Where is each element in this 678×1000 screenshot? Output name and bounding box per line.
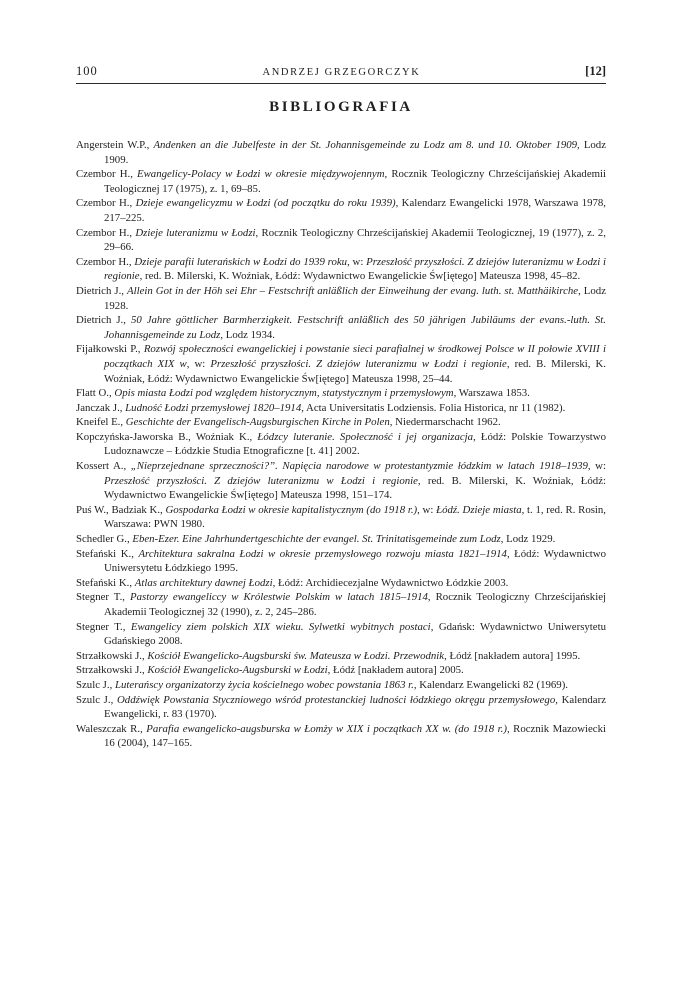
bibliography-entry: Czembor H., Ewangelicy-Polacy w Łodzi w okresie międzywojennym, Rocznik Teologiczny Chrześcijańskiej Akademii Teologicznej 17 (1975), z. 1, 69–85. [76, 168, 607, 195]
bibliography-entry: Schedler G., Eben-Ezer. Eine Jahrhundertgeschichte der evangel. St. Trinitatisgemeinde zum Lodz, Lodz 1929. [76, 533, 556, 546]
bibliography-entry: Kopczyńska-Jaworska B., Woźniak K., Łódzcy luteranie. Społeczność i jej organizacja, Łódź: Polskie Towarzystwo Ludoznawcze – Łódzkie Studia Etnograficzne [t. 41] 2002. [76, 430, 606, 458]
bibliography-entry: Fijałkowski P., Rozwój społeczności ewangelickiej i powstanie sieci parafialnej w środkowej Polsce w II połowie XVIII i początkach XIX w, w: Przeszłość przyszłości. Z dziejów luteranizmu w Łodzi i regionie, red. B. Milerski, K. Woźniak, Łódź: Wydawnictwo Ewangelickie Św[iętego] Mateusza 1998, 25–44. [76, 343, 606, 385]
bibliography-entry: Szulc J., Luterańscy organizatorzy życia kościelnego wobec powstania 1863 r., Kalendarz Ewangelicki 82 (1969). [76, 678, 568, 691]
bibliography-entry: Kneifel E., Geschichte der Evangelisch-Augsburgischen Kirche in Polen, Niedermarschacht 1962. [76, 416, 501, 429]
page-title: BIBLIOGRAFIA [269, 99, 413, 115]
page-header [76, 64, 606, 84]
bibliography-entry: Flatt O., Opis miasta Łodzi pod względem historycznym, statystycznym i przemysłowym, Warszawa 1853. [76, 387, 530, 400]
bibliography-entry: Kossert A., „Nieprzejednane sprzeczności?”. Napięcia narodowe w protestantyzmie łódzkim w latach 1918–1939, w: Przeszłość przyszłości. Z dziejów luteranizmu w Łodzi i regionie, red. B. Milerski, K. Woźniak, Łódź: Wydawnictwo Ewangelickie Św[iętego] Mateusza 1998, 151–174. [76, 460, 606, 502]
running-head: ANDRZEJ GRZEGORCZYK [262, 67, 421, 78]
bibliography-entry: Angerstein W.P., Andenken an die Jubelfeste in der St. Johannisgemeinde zu Lodz am 8. und 10. Oktober 1909, Lodz 1909. [76, 139, 607, 166]
bibliography-entry: Janczak J., Ludność Łodzi przemysłowej 1820–1914, Acta Universitatis Lodziensis. Folia Historica, nr 11 (1982). [76, 401, 566, 414]
bibliography-entry: Stegner T., Pastorzy ewangeliccy w Królestwie Polskim w latach 1815–1914, Rocznik Teologiczny Chrześcijańskiej Akademii Teologicznej 32 (1990), z. 2, 245–286. [76, 591, 606, 618]
bibliography-entry: Strzałkowski J., Kościół Ewangelicko-Augsburski w Łodzi, Łódź [nakładem autora] 2005. [76, 664, 464, 677]
bibliography-entry: Czembor H., Dzieje parafii luterańskich w Łodzi do 1939 roku, w: Przeszłość przyszłości. Z dziejów luteranizmu w Łodzi i regionie, red. B. Milerski, K. Woźniak, Łódź: Wydawnictwo Ewangelickie Św[iętego] Mateusza 1998, 45–82. [76, 255, 606, 283]
bibliography-entry: Stefański K., Atlas architektury dawnej Łodzi, Łódź: Archidiecezjalne Wydawnictwo Łódzkie 2003. [76, 576, 509, 589]
bibliography-list [76, 138, 606, 751]
page-content [76, 64, 606, 751]
bibliography-entry: Czembor H., Dzieje luteranizmu w Łodzi, Rocznik Teologiczny Chrześcijańskiej Akademii Teologicznej, 19 (1977), z. 2, 29–66. [76, 226, 606, 254]
bibliography-entry: Dietrich J., 50 Jahre göttlicher Barmherzigkeit. Festschrift anläßlich des 50 jährigen Jubiläums der evans.-luth. St. Johannisgemeinde zu Lodz, Lodz 1934. [76, 314, 607, 341]
bibliography-entry: Strzałkowski J., Kościół Ewangelicko-Augsburski św. Mateusza w Łodzi. Przewodnik, Łódź [nakładem autora] 1995. [76, 649, 581, 662]
bibliography-entry: Stegner T., Ewangelicy ziem polskich XIX wieku. Sylwetki wybitnych postaci, Gdańsk: Wydawnictwo Uniwersytetu Gdańskiego 2008. [76, 620, 606, 648]
bibliography-entry: Dietrich J., Allein Got in der Höh sei Ehr – Festschrift anläßlich der Einweihung der evang. luth. st. Matthäikirche, Lodz 1928. [76, 284, 606, 312]
bibliography-entry: Waleszczak R., Parafia ewangelicko-augsburska w Łomży w XIX i początkach XX w. (do 1918 r.), Rocznik Mazowiecki 16 (2004), 147–165. [76, 722, 606, 750]
bibliography-entry: Puś W., Badziak K., Gospodarka Łodzi w okresie kapitalistycznym (do 1918 r.), w: Łódź. Dzieje miasta, t. 1, red. R. Rosin, Warszawa: PWN 1980. [76, 503, 607, 531]
bibliography-entry: Szulc J., Oddźwięk Powstania Styczniowego wśród protestanckiej ludności łódzkiego okręgu przemysłowego, Kalendarz Ewangelicki, r. 83 (1970). [76, 693, 606, 721]
page-number: 100 [76, 64, 98, 78]
issue-number: [12] [585, 64, 606, 78]
bibliography-entry: Stefański K., Architektura sakralna Łodzi w okresie przemysłowego rozwoju miasta 1821–1914, Łódź: Wydawnictwo Uniwersytetu Łódzkiego 1995. [76, 547, 607, 575]
bibliography-entry: Czembor H., Dzieje ewangelicyzmu w Łodzi (od początku do roku 1939), Kalendarz Ewangelicki 1978, Warszawa 1978, 217–225. [76, 197, 607, 224]
